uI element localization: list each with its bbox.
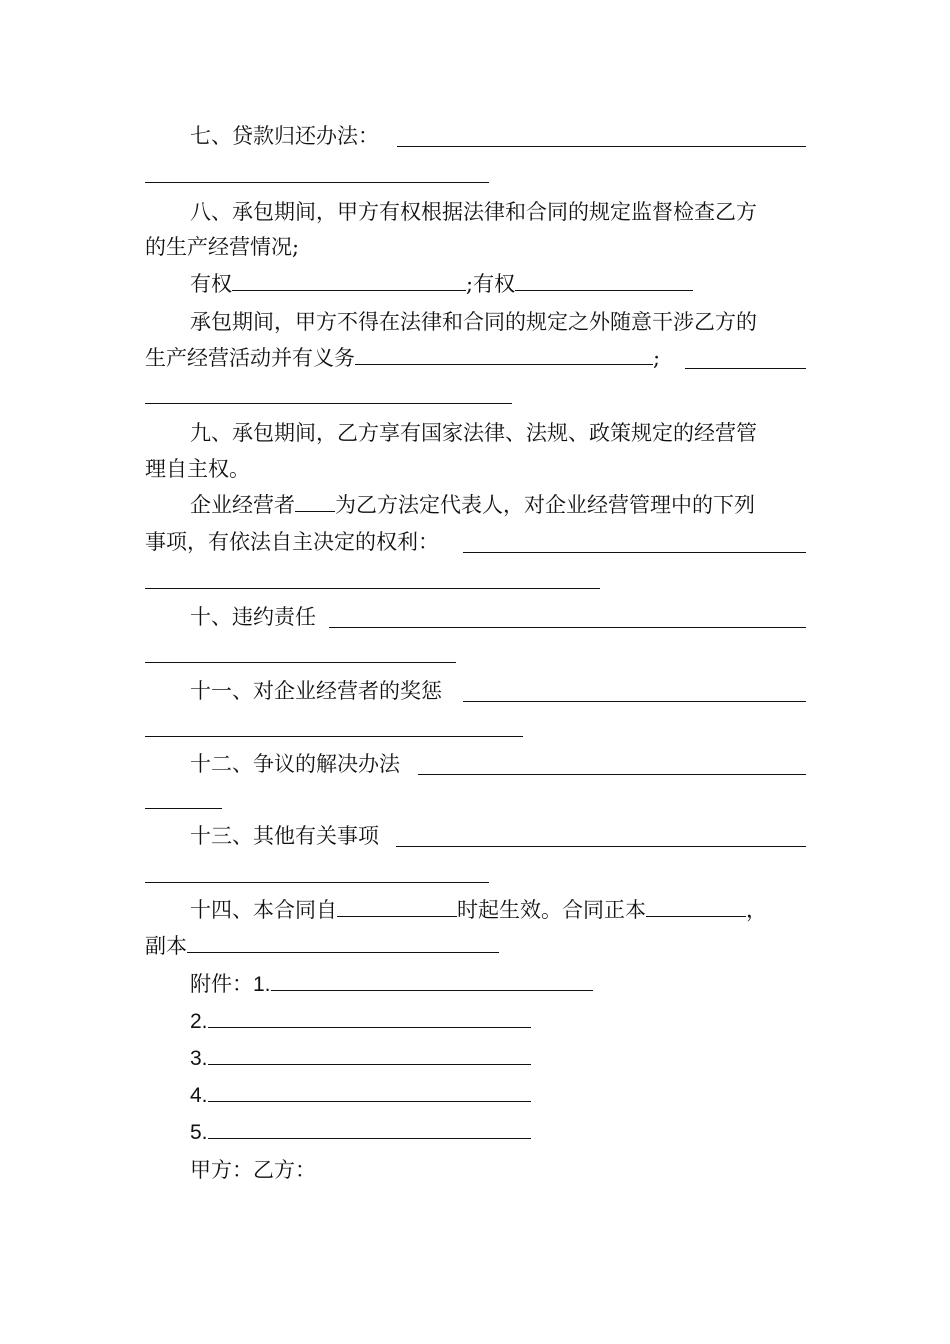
- section8-line1: 八、承包期间，甲方有权根据法律和合同的规定监督检查乙方: [190, 200, 757, 224]
- section14-b: 时起生效。合同正本: [457, 898, 646, 922]
- duty-label: 生产经营活动并有义务: [145, 346, 355, 370]
- attachment-1-line: [190, 970, 593, 998]
- blank-field: [515, 270, 693, 291]
- blank-line: [145, 736, 523, 737]
- signature-line: 甲方：乙方：: [190, 1158, 316, 1182]
- section10-line: [190, 603, 316, 631]
- blank-line: [463, 552, 806, 553]
- section8-rights-line: [190, 270, 693, 298]
- blank-line: [145, 882, 489, 883]
- attachment-4-line: [190, 1081, 531, 1109]
- section10-label: 十、违约责任: [190, 605, 316, 629]
- section9-line2: 理自主权。: [145, 457, 250, 481]
- blank-line: [396, 846, 806, 847]
- section12-label: 十二、争议的解决办法: [190, 752, 400, 776]
- section8-line2: 的生产经营情况;: [145, 235, 300, 259]
- section9-rep-line: [190, 491, 755, 519]
- blank-field: [271, 970, 593, 991]
- rep-label-a: 企业经营者: [190, 493, 295, 517]
- section14-a: 十四、本合同自: [190, 898, 337, 922]
- blank-line: [145, 588, 600, 589]
- blank-field: [208, 1044, 531, 1065]
- duty-sep: ;: [653, 346, 661, 370]
- section12-line: [190, 750, 400, 778]
- attachment-label: 附件：: [190, 972, 253, 996]
- section14-c: ，: [746, 898, 767, 922]
- attachment-number: 5.: [190, 1121, 208, 1144]
- section14-line1: [190, 896, 767, 924]
- rights-label-b: ;有权: [466, 272, 516, 296]
- blank-line: [329, 627, 806, 628]
- copy-label: 副本: [145, 934, 187, 958]
- blank-field: [355, 344, 653, 365]
- blank-field: [208, 1007, 531, 1028]
- rights-label-a: 有权: [190, 272, 232, 296]
- blank-field: [337, 896, 457, 917]
- blank-field: [187, 932, 499, 953]
- section9-line1: 九、承包期间，乙方享有国家法律、法规、政策规定的经营管: [190, 421, 757, 445]
- blank-line: [145, 662, 456, 663]
- section7-label: 七、贷款归还办法：: [190, 124, 379, 148]
- blank-line: [685, 368, 806, 369]
- section8-duty-line1: 承包期间，甲方不得在法律和合同的规定之外随意干涉乙方的: [190, 310, 757, 334]
- rep-rights-label: 事项，有依法自主决定的权利：: [145, 530, 439, 554]
- blank-line: [463, 701, 806, 702]
- section11-label: 十一、对企业经营者的奖惩: [190, 679, 442, 703]
- section14-line2: [145, 932, 499, 960]
- blank-line: [145, 403, 512, 404]
- section13-line: [190, 822, 379, 850]
- section9-rep-line2: [145, 528, 439, 556]
- attachment-5-line: [190, 1118, 531, 1146]
- blank-field: [208, 1081, 531, 1102]
- section7-line: [190, 122, 379, 150]
- blank-field: [295, 491, 335, 512]
- blank-line: [145, 182, 489, 183]
- blank-line: [418, 774, 806, 775]
- attachment-number: 2.: [190, 1010, 208, 1033]
- attachment-number: 4.: [190, 1084, 208, 1107]
- blank-line: [397, 146, 806, 147]
- blank-field: [232, 270, 466, 291]
- section11-line: [190, 677, 442, 705]
- blank-field: [646, 896, 746, 917]
- rep-label-b: 为乙方法定代表人，对企业经营管理中的下列: [335, 493, 755, 517]
- attachment-number: 3.: [190, 1047, 208, 1070]
- blank-field: [208, 1118, 531, 1139]
- section8-duty-line2: [145, 344, 660, 372]
- blank-line: [145, 808, 222, 809]
- attachment-number: 1.: [253, 973, 271, 996]
- attachment-3-line: [190, 1044, 531, 1072]
- attachment-2-line: [190, 1007, 531, 1035]
- section13-label: 十三、其他有关事项: [190, 824, 379, 848]
